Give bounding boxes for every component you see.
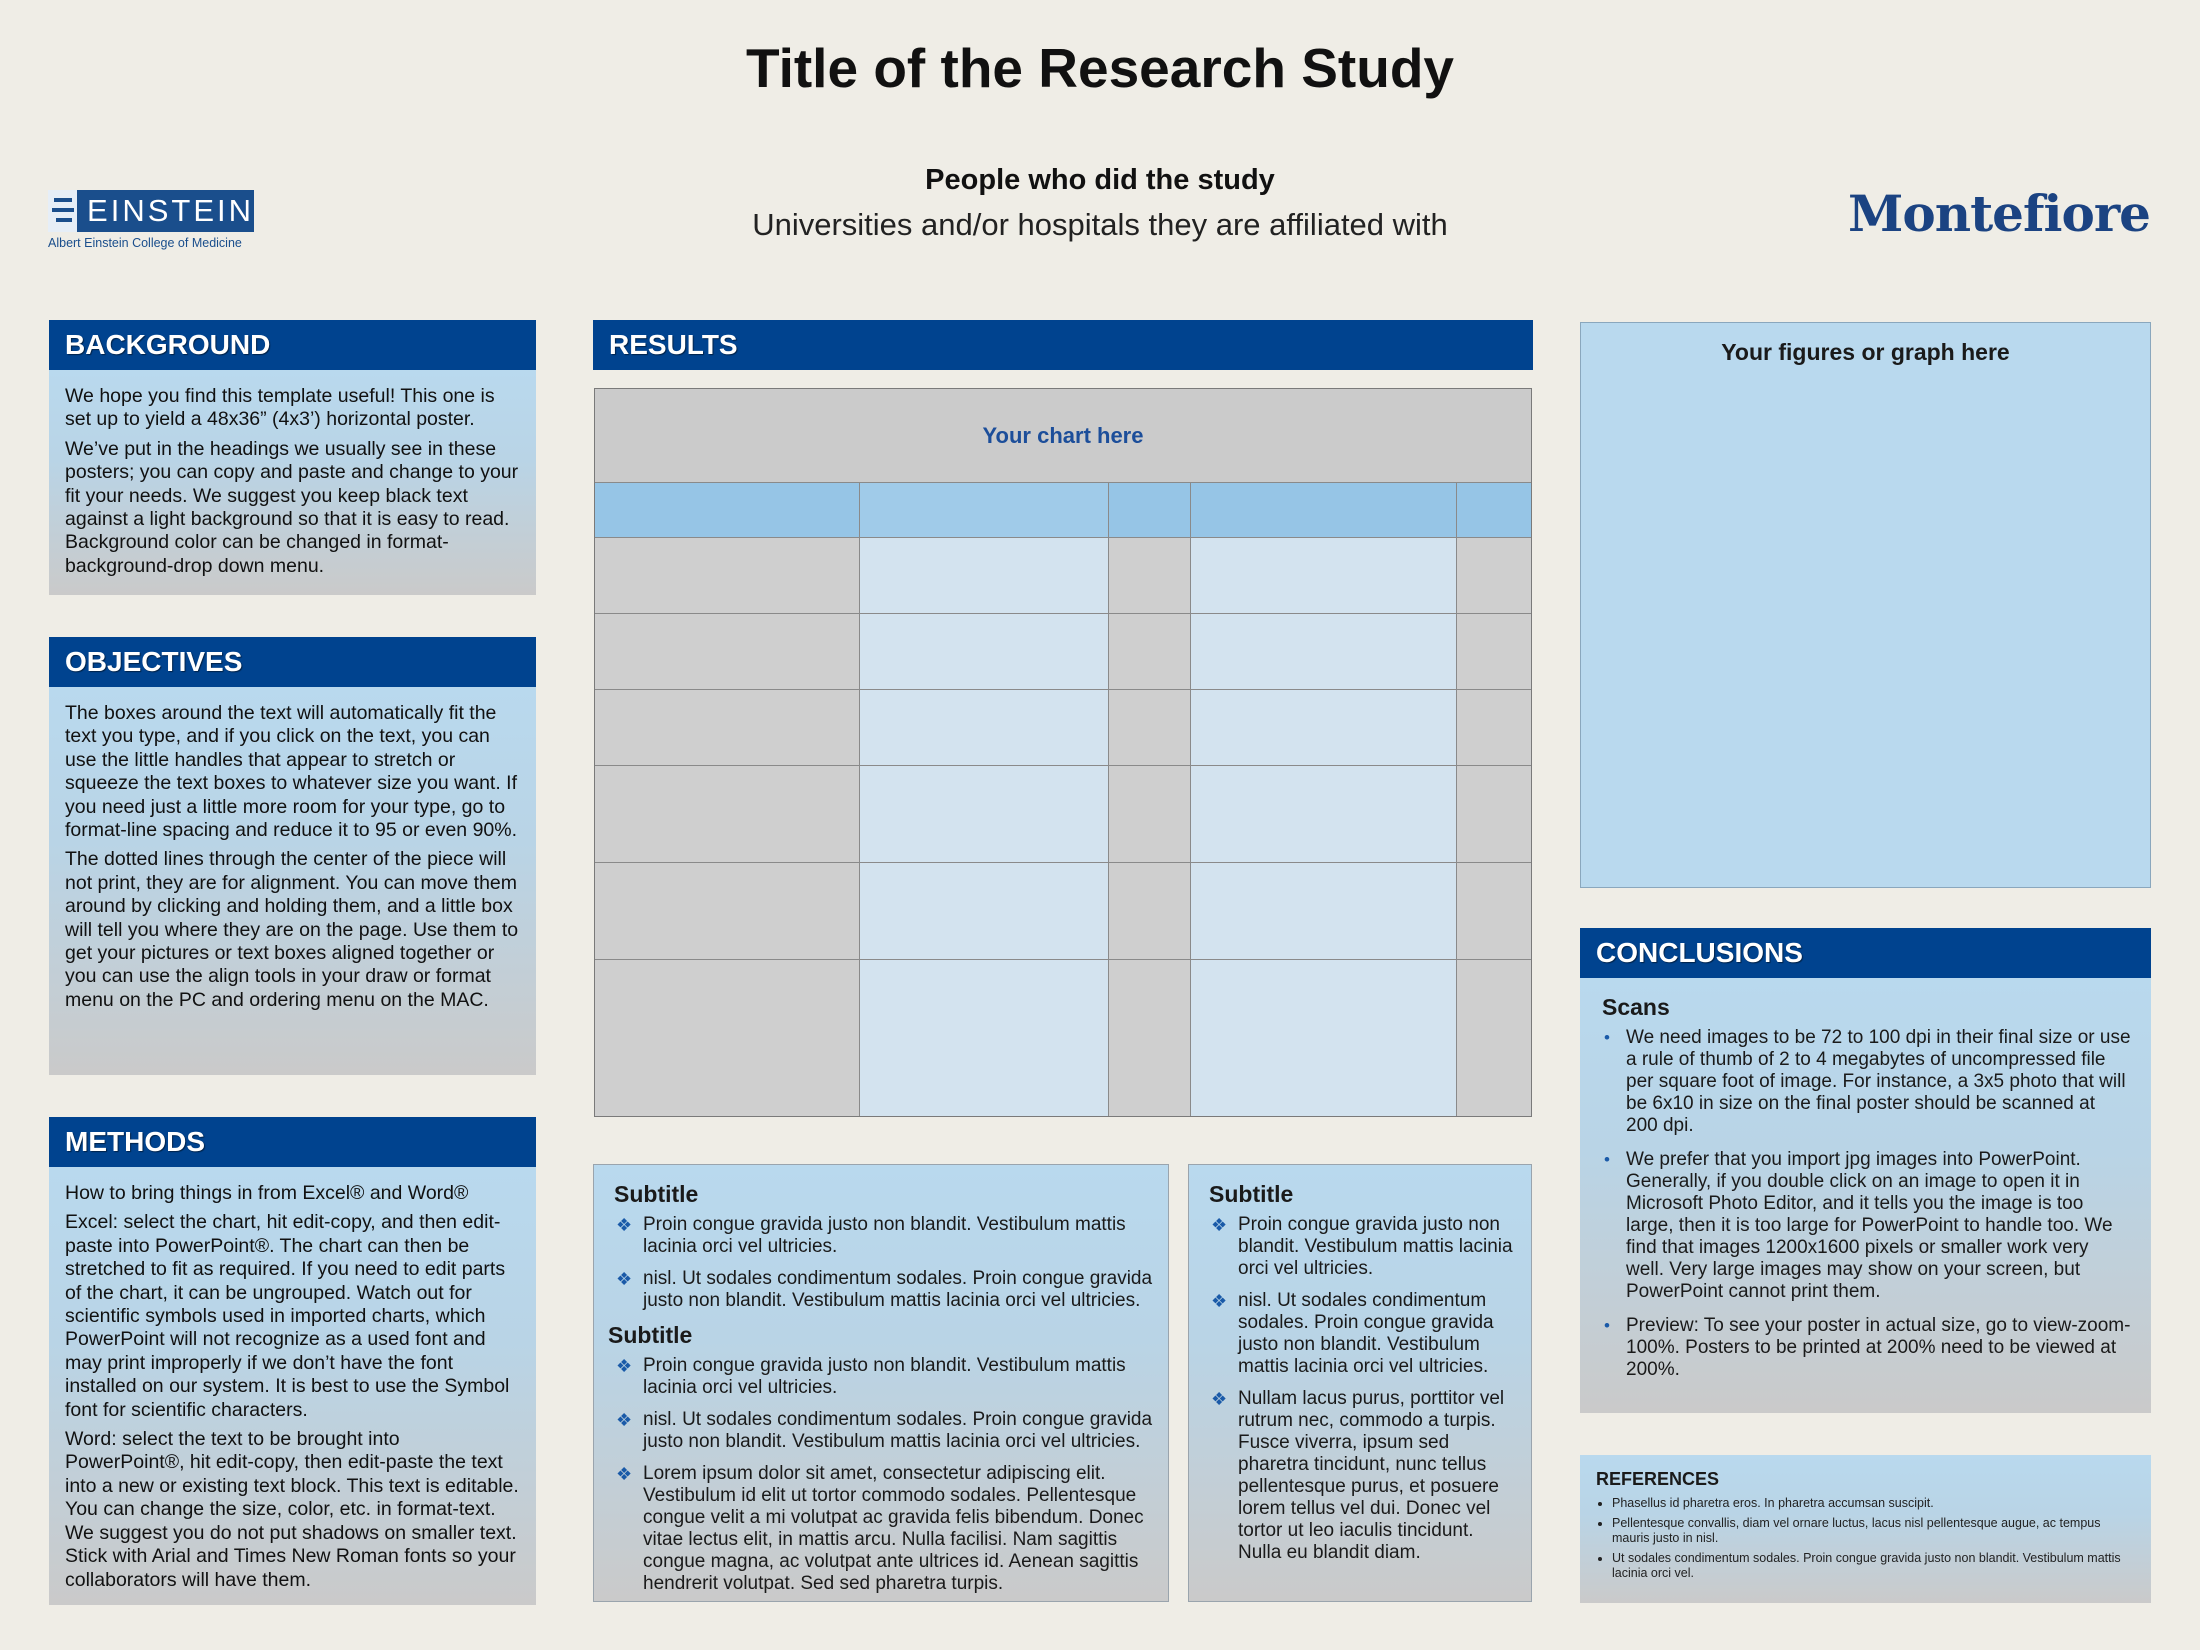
dot-bullet-icon: •	[1604, 1150, 1610, 1169]
list-item	[614, 1409, 1154, 1453]
subtitle-heading: Subtitle	[614, 1181, 699, 1207]
bullet-list	[1209, 1214, 1519, 1564]
table-column	[1190, 482, 1456, 1116]
list-item	[614, 1214, 1154, 1258]
figure-placeholder	[1580, 322, 2151, 888]
list-item	[1209, 1290, 1519, 1378]
results-heading: RESULTS	[593, 320, 1533, 370]
montefiore-logo: Montefiore	[1848, 184, 2150, 243]
methods-body	[49, 1167, 536, 1605]
methods-paragraph: How to bring things in from Excel® and Word®	[65, 1182, 469, 1204]
affiliations: Universities and/or hospitals they are affiliated with	[752, 207, 1448, 242]
background-section	[49, 320, 536, 595]
list-item	[1602, 1149, 2131, 1303]
table-rule	[1108, 482, 1109, 1116]
background-paragraph: We’ve put in the headings we usually see in these posters; you can copy and paste and change to your fit your needs. We suggest you keep black text against a light background so that it is easy to read. Background color can be changed in format-background-drop down menu.	[65, 437, 519, 577]
diamond-bullet-icon: ❖	[1211, 1389, 1228, 1409]
methods-paragraph: Excel: select the chart, hit edit-copy, and then edit-paste into PowerPoint®. The chart can then be stretched to fit as required. If you need to edit parts of the chart, it can be ungrouped. Watch out for scientific symbols used in imported charts, which PowerPoint will not recognize as a used font and may print improperly if we don’t have the font installed on our system. It is best to use the Symbol font for scientific characters.	[65, 1211, 510, 1421]
einstein-subtitle: Albert Einstein College of Medicine	[48, 236, 242, 250]
diamond-bullet-icon: ❖	[616, 1356, 633, 1376]
einstein-logo	[48, 190, 254, 250]
bullet-text: nisl. Ut sodales condimentum sodales. Proin congue gravida justo non blandit. Vestibulum mattis lacinia orci vel ultricies.	[643, 1409, 1153, 1452]
poster-title: Title of the Research Study	[745, 37, 1455, 99]
table-rule	[1456, 482, 1457, 1116]
objectives-body	[49, 687, 536, 1075]
background-paragraph: We hope you find this template useful! This one is set up to yield a 48x36” (4x3’) horizontal poster.	[65, 385, 495, 431]
bullet-text: We need images to be 72 to 100 dpi in their final size or use a rule of thumb of 2 to 4 megabytes of uncompressed file per square foot of image. For instance, a 3x5 photo that will be 6x10 in size on the final poster should be scanned at 200 dpi.	[1626, 1027, 2131, 1136]
conclusions-subheading: Scans	[1602, 994, 1670, 1020]
references-heading: REFERENCES	[1596, 1469, 1720, 1489]
list-item	[1209, 1214, 1519, 1280]
bullet-text: Proin congue gravida justo non blandit. Vestibulum mattis lacinia orci vel ultricies.	[643, 1214, 1126, 1257]
bullet-text: Proin congue gravida justo non blandit. Vestibulum mattis lacinia orci vel ultricies.	[643, 1355, 1126, 1398]
reference-item: • Phasellus id pharetra eros. In pharetra accumsan suscipit.	[1612, 1496, 2135, 1511]
objectives-heading: OBJECTIVES	[49, 637, 536, 687]
table-rule	[595, 959, 1531, 960]
dot-bullet-icon: •	[1604, 1316, 1610, 1335]
methods-paragraph: Word: select the text to be brought into PowerPoint®, hit edit-copy, then edit-paste the text into a new or existing text block. This text is editable. You can change the size, color, etc. in format-text. We suggest you do not put shadows on smaller text. Stick with Arial and Times New Roman fonts so your collaborators will have them.	[65, 1428, 519, 1591]
objectives-paragraph: The boxes around the text will automatically fit the text you type, and if you click on the text, you can use the little handles that appear to stretch or squeeze the text boxes to whatever size you want. If you need just a little more room for your type, go to format-line spacing and reduce it to 95 or even 90%.	[65, 702, 518, 842]
table-rule	[595, 862, 1531, 863]
diamond-bullet-icon: ❖	[616, 1464, 633, 1484]
figure-label: Your figures or graph here	[1721, 339, 2010, 365]
bullet-text: We prefer that you import jpg images into PowerPoint. Generally, if you double click on an image to open it in Microsoft Photo Editor, and it tells you the image is too large, then it is too large for PowerPoint to handle too. We find that images 1200x1600 pixels or smaller work very well. Very large images may show on your screen, but PowerPoint cannot print them.	[1626, 1149, 2113, 1302]
reference-item: • Pellentesque convallis, diam vel ornare luctus, lacus nisl pellentesque augue, ac tempus mauris justo in nisl.	[1612, 1516, 2135, 1546]
subtitle-heading: Subtitle	[1209, 1181, 1294, 1207]
table-rule	[595, 689, 1531, 690]
table-rule	[859, 482, 860, 1116]
diamond-bullet-icon: ❖	[616, 1410, 633, 1430]
bullet-text: Proin congue gravida justo non blandit. Vestibulum mattis lacinia orci vel ultricies.	[1238, 1214, 1513, 1279]
authors: People who did the study	[925, 164, 1275, 196]
list-item	[1602, 1027, 2131, 1137]
results-chart-placeholder	[594, 388, 1532, 1117]
subtitle-box-right	[1188, 1164, 1532, 1602]
subtitle-box-left	[593, 1164, 1169, 1602]
list-item	[614, 1355, 1154, 1399]
conclusions-body	[1580, 978, 2151, 1413]
chart-placeholder-label: Your chart here	[595, 389, 1531, 482]
table-header-cell	[859, 482, 1108, 537]
objectives-paragraph: The dotted lines through the center of the piece will not print, they are for alignment. You can move them around by clicking and holding them, and a little box will tell you where they are on the page. Use them to get your pictures or text boxes aligned together or you can use the align tools in your draw or format menu on the PC and ordering menu on the MAC.	[65, 848, 519, 1011]
list-item	[1602, 1315, 2131, 1381]
table-rule	[595, 613, 1531, 614]
list-item	[614, 1268, 1154, 1312]
conclusions-heading: CONCLUSIONS	[1580, 928, 2151, 978]
bullet-text: Lorem ipsum dolor sit amet, consectetur adipiscing elit. Vestibulum id elit ut tortor commodo sodales. Pellentesque congue velit a mi volutpat ac gravida felis bibendum. Donec vitae lectus elit, in mattis arcu. Nulla facilisi. Nam sagittis congue magna, ac volutpat ante ultrices id. Aenean sagittis hendrerit volutpat. Sed sed pharetra turpis.	[643, 1463, 1144, 1594]
table-rule	[595, 482, 1531, 483]
bullet-text: Preview: To see your poster in actual size, go to view-zoom-100%. Posters to be printed at 200% need to be viewed at 200%.	[1626, 1315, 2131, 1380]
list-item	[614, 1463, 1154, 1595]
diamond-bullet-icon: ❖	[1211, 1215, 1228, 1235]
bullet-text: nisl. Ut sodales condimentum sodales. Proin congue gravida justo non blandit. Vestibulum mattis lacinia orci vel ultricies.	[643, 1268, 1153, 1311]
conclusions-section	[1580, 928, 2151, 1413]
reference-item: • Ut sodales condimentum sodales. Proin congue gravida justo non blandit. Vestibulum mattis lacinia orci vel.	[1612, 1551, 2135, 1581]
subtitle-heading: Subtitle	[608, 1322, 693, 1348]
einstein-wordmark: EINSTEIN	[87, 193, 254, 228]
bullet-text: Nullam lacus purus, porttitor vel rutrum nec, commodo a turpis. Fusce viverra, ipsum sed pharetra tincidunt, nunc tellus pellentesque purus, et posuere lorem tellus vel dui. Donec vel tortor ut leo iaculis tincidunt. Nulla eu blandit diam.	[1238, 1388, 1505, 1563]
diamond-bullet-icon: ❖	[1211, 1291, 1228, 1311]
dot-bullet-icon: •	[1604, 1028, 1610, 1047]
table-column	[859, 482, 1108, 1116]
bullet-list	[614, 1214, 1154, 1312]
table-rule	[595, 537, 1531, 538]
objectives-section	[49, 637, 536, 1075]
bullet-list	[1602, 1027, 2131, 1381]
table-rule	[1190, 482, 1191, 1116]
einstein-mark-icon	[48, 190, 77, 232]
references-list	[1596, 1496, 2135, 1581]
references-section	[1580, 1455, 2151, 1603]
methods-section	[49, 1117, 536, 1605]
diamond-bullet-icon: ❖	[616, 1215, 633, 1235]
list-item	[1209, 1388, 1519, 1564]
table-rule	[595, 765, 1531, 766]
background-heading: BACKGROUND	[49, 320, 536, 370]
diamond-bullet-icon: ❖	[616, 1269, 633, 1289]
background-body	[49, 370, 536, 595]
bullet-list	[614, 1355, 1154, 1595]
methods-heading: METHODS	[49, 1117, 536, 1167]
bullet-text: nisl. Ut sodales condimentum sodales. Proin congue gravida justo non blandit. Vestibulum mattis lacinia orci vel ultricies.	[1238, 1290, 1494, 1377]
